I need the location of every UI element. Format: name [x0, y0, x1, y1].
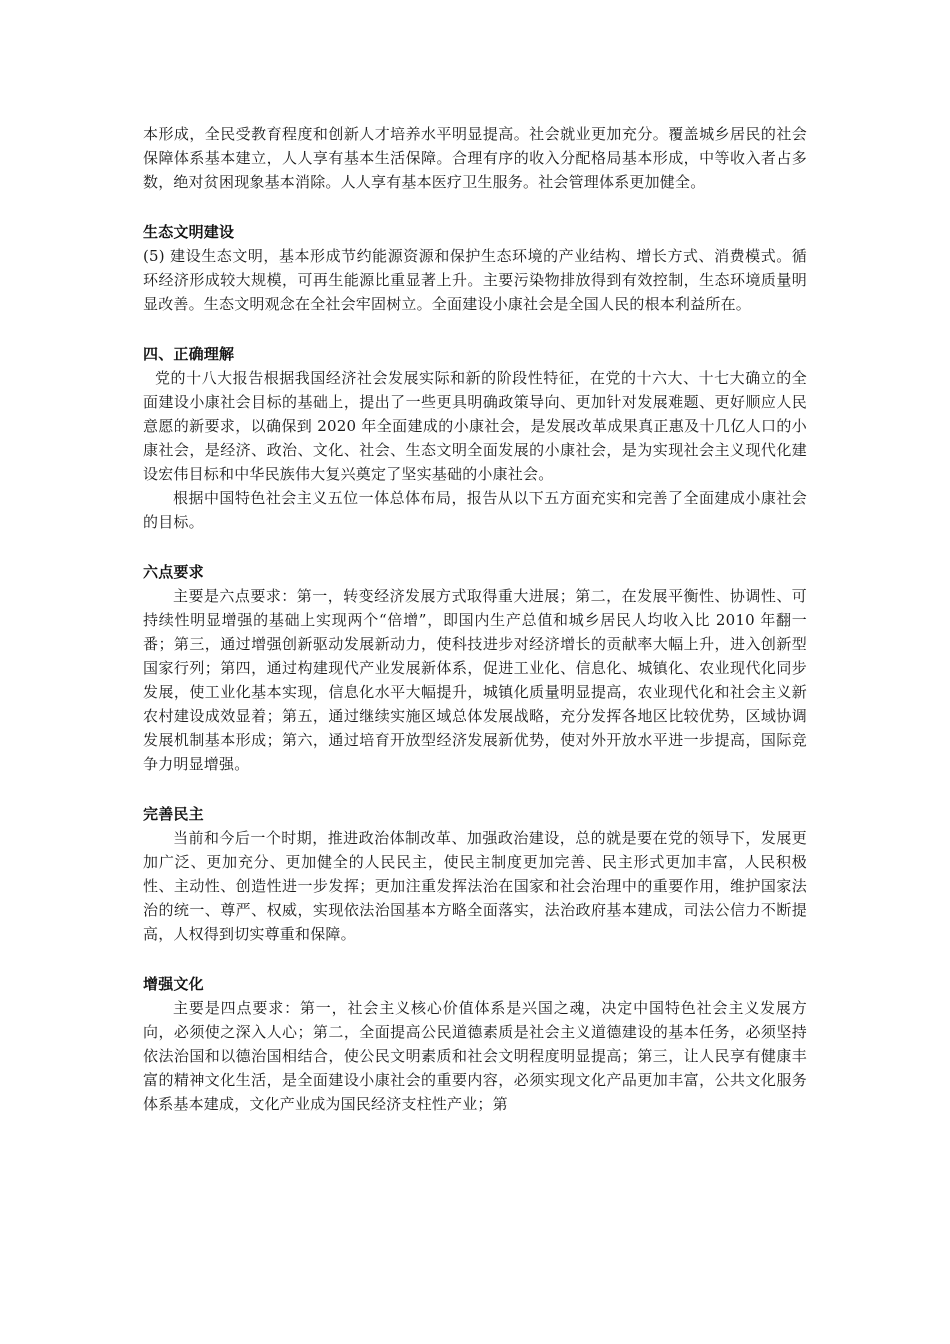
- document-page: [143, 122, 807, 1116]
- section-gap: [143, 946, 807, 972]
- section-paragraph-six-requirements: 主要是六点要求：第一，转变经济发展方式取得重大进展；第二，在发展平衡性、协调性、可持续性明显增强的基础上实现两个“倍增”，即国内生产总值和城乡居民人均收入比 2010 年翻一番；第三，通过增强创新驱动发展新动力，使科技进步对经济增长的贡献率大幅上升，进入创新型国家行列；第四，通过构建现代产业发展新体系，促进工业化、信息化、城镇化、农业现代化同步发展，使工业化基本实现，信息化水平大幅提升，城镇化质量明显提高，农业现代化和社会主义新农村建设成效显着；第五，通过继续实施区域总体发展战略，充分发挥各地区比较优势，区域协调发展机制基本形成；第六，通过培育开放型经济发展新优势，使对外开放水平进一步提高，国际竞争力明显增强。: [143, 587, 807, 773]
- section-paragraph-understanding-1: 党的十八大报告根据我国经济社会发展实际和新的阶段性特征，在党的十六大、十七大确立的全面建设小康社会目标的基础上，提出了一些更具明确政策导向、更加针对发展难题、更好顺应人民意愿的新要求，以确保到 2020 年全面建成的小康社会，是发展改革成果真正惠及十几亿人口的小康社会，是经济、政治、文化、社会、生态文明全面发展的小康社会，是为实现社会主义现代化建设宏伟目标和中华民族伟大复兴奠定了坚实基础的小康社会。: [143, 369, 807, 483]
- section-heading-democracy: 完善民主: [143, 805, 204, 823]
- section-paragraph-culture: 主要是四点要求：第一，社会主义核心价值体系是兴国之魂，决定中国特色社会主义发展方向，必须使之深入人心；第二，全面提高公民道德素质是社会主义道德建设的基本任务，必须坚持依法治国和以德治国相结合，使公民文明素质和社会文明程度明显提高；第三，让人民享有健康丰富的精神文化生活，是全面建设小康社会的重要内容，必须实现文化产品更加丰富，公共文化服务体系基本建成，文化产业成为国民经济支柱性产业；第: [143, 999, 807, 1113]
- section-heading-ecology: 生态文明建设: [143, 223, 235, 241]
- section-paragraph-democracy: 当前和今后一个时期，推进政治体制改革、加强政治建设，总的就是要在党的领导下，发展更加广泛、更加充分、更加健全的人民民主，使民主制度更加完善、民主形式更加丰富，人民积极性、主动性、创造性进一步发挥；更加注重发挥法治在国家和社会治理中的重要作用，维护国家法治的统一、尊严、权威，实现依法治国基本方略全面落实，法治政府基本建成，司法公信力不断提高，人权得到切实尊重和保障。: [143, 829, 807, 943]
- section-heading-six-requirements: 六点要求: [143, 563, 204, 581]
- section-gap: [143, 776, 807, 802]
- section-paragraph-ecology: (5) 建设生态文明，基本形成节约能源资源和保护生态环境的产业结构、增长方式、消费模式。循环经济形成较大规模，可再生能源比重显著上升。主要污染物排放得到有效控制，生态环境质量明显改善。生态文明观念在全社会牢固树立。全面建设小康社会是全国人民的根本利益所在。: [143, 247, 807, 313]
- intro-paragraph: 本形成，全民受教育程度和创新人才培养水平明显提高。社会就业更加充分。覆盖城乡居民的社会保障体系基本建立，人人享有基本生活保障。合理有序的收入分配格局基本形成，中等收入者占多数，绝对贫困现象基本消除。人人享有基本医疗卫生服务。社会管理体系更加健全。: [143, 125, 807, 191]
- section-gap: [143, 534, 807, 560]
- section-gap: [143, 194, 807, 220]
- section-heading-culture: 增强文化: [143, 975, 204, 993]
- section-paragraph-understanding-2: 根据中国特色社会主义五位一体总体布局，报告从以下五方面充实和完善了全面建成小康社会的目标。: [143, 489, 807, 531]
- section-gap: [143, 316, 807, 342]
- section-heading-understanding: 四、正确理解: [143, 345, 235, 363]
